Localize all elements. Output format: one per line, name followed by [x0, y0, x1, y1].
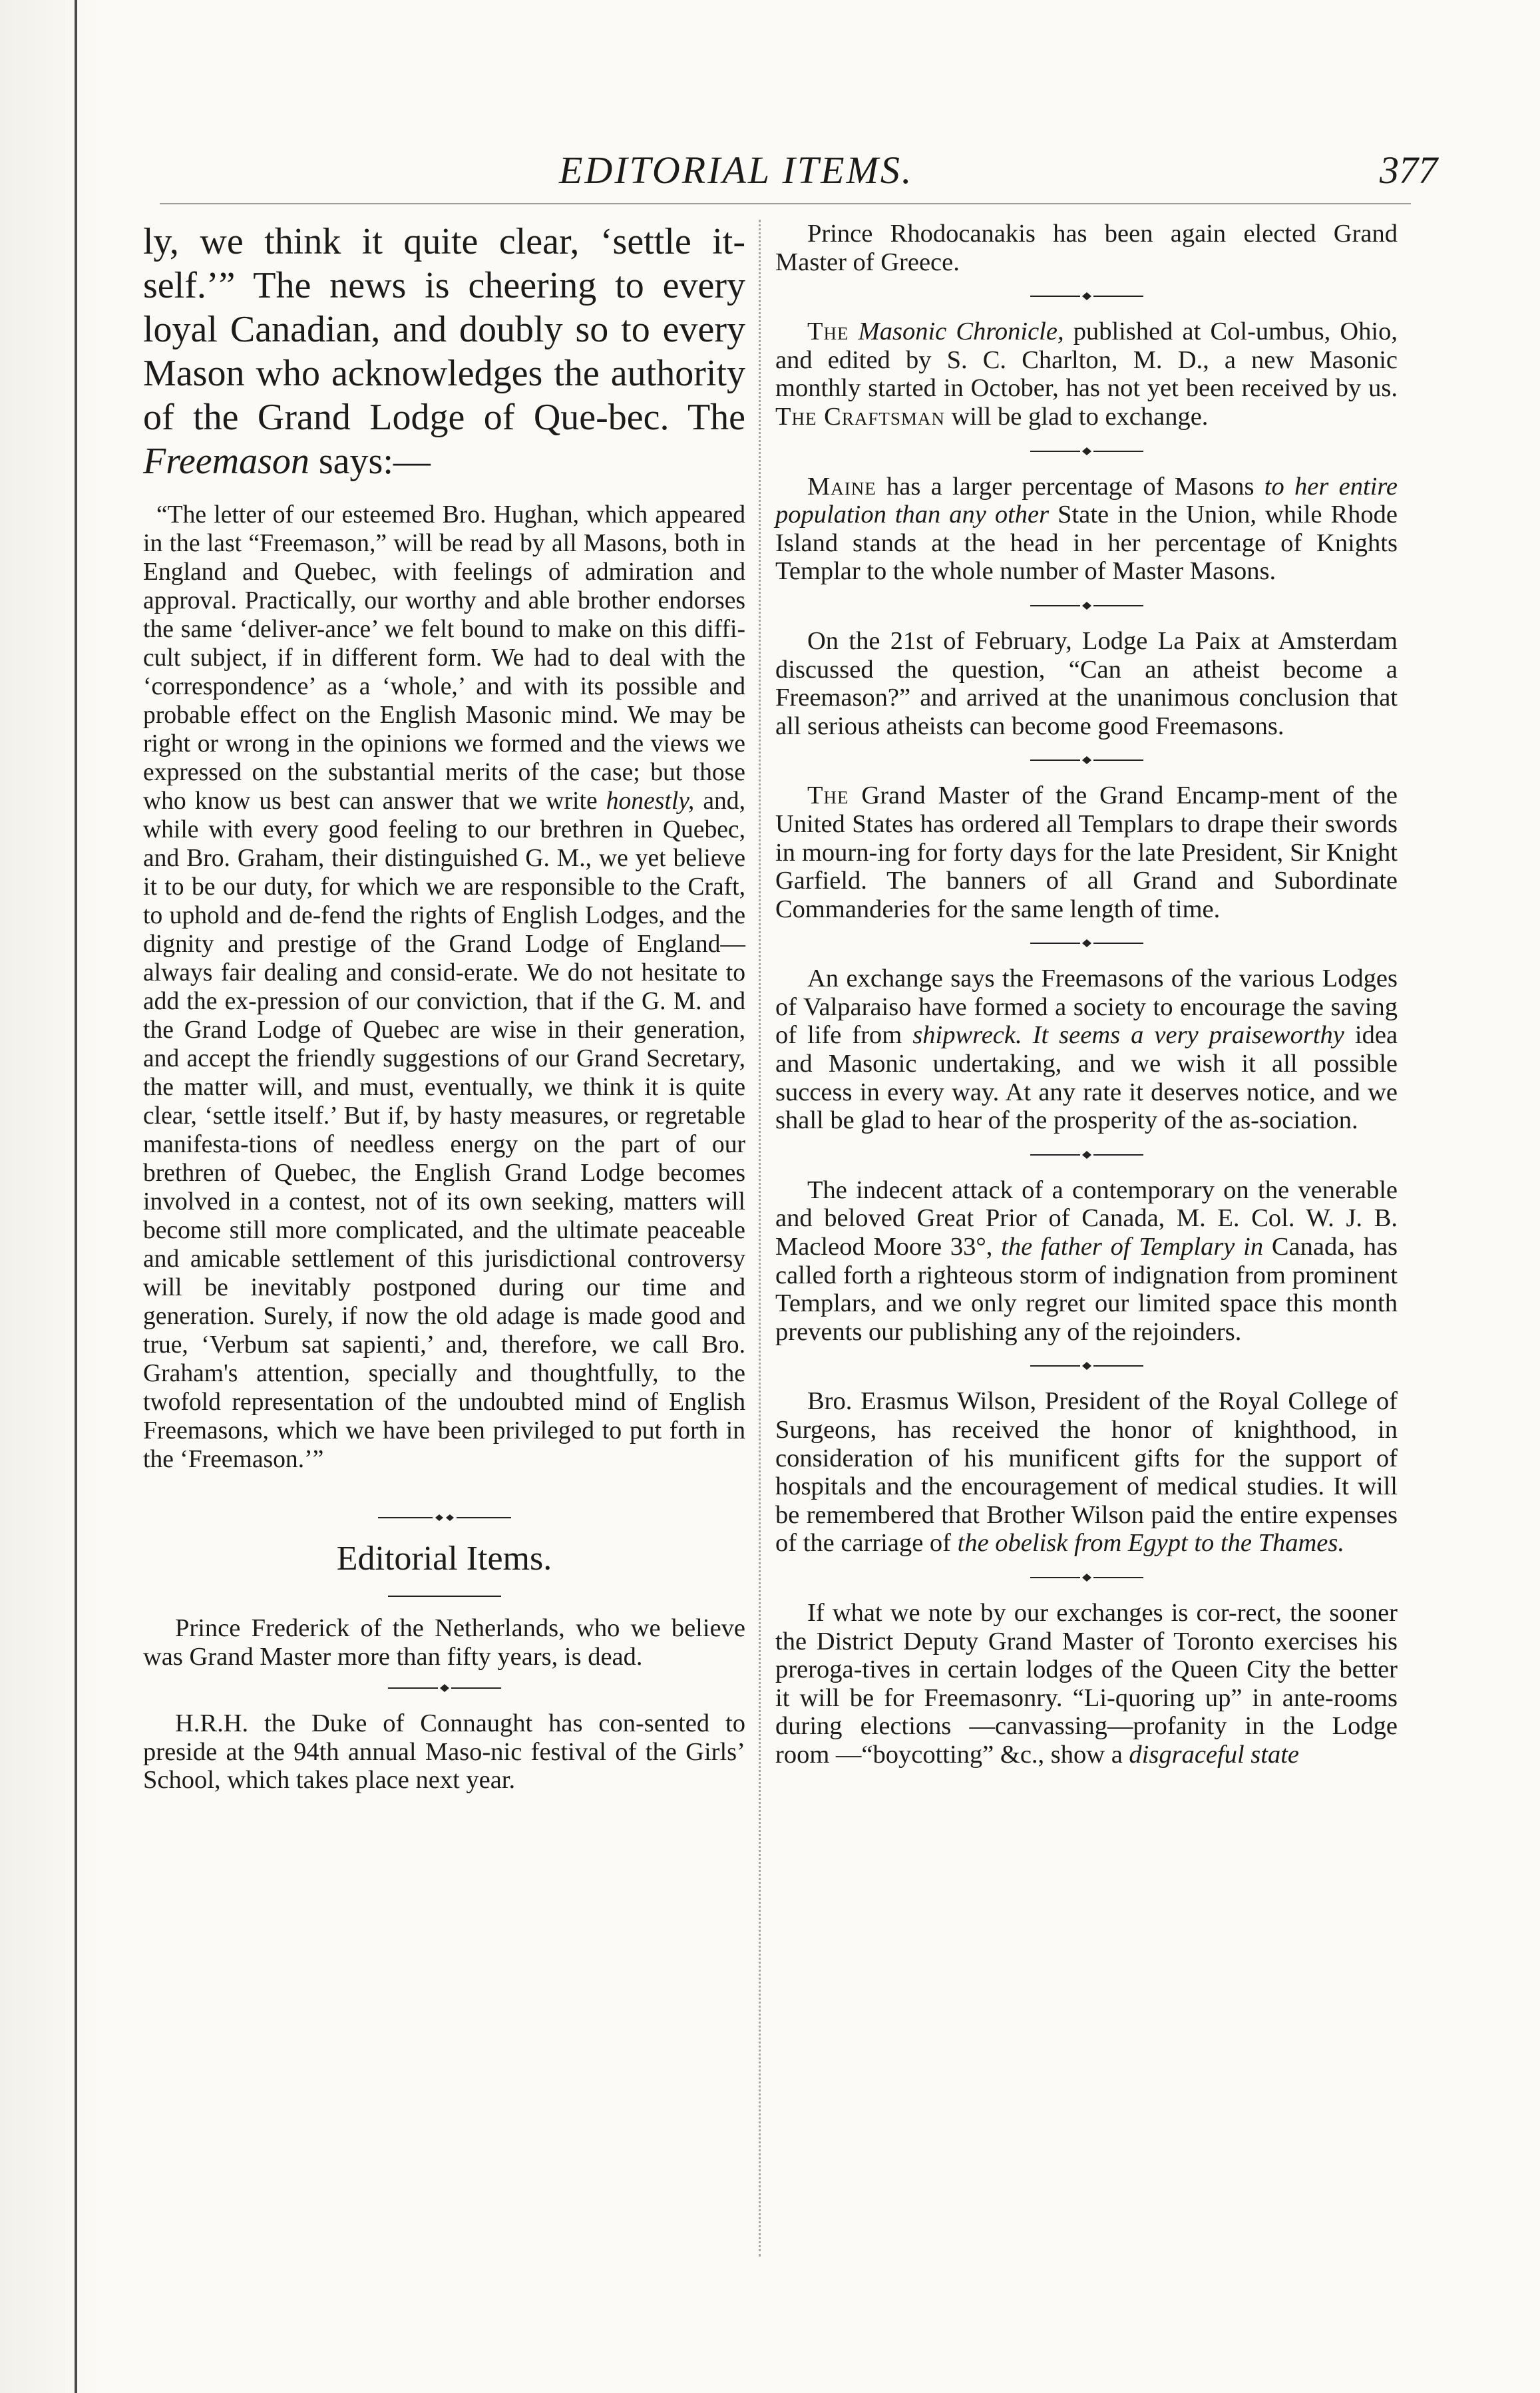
- separator-icon: [143, 1677, 745, 1700]
- lead-tail-suffix: says:—: [318, 441, 431, 482]
- separator-icon: [775, 1144, 1398, 1167]
- item-3-italic: to her entire population than any other: [775, 472, 1398, 529]
- separator-icon: [775, 1355, 1398, 1378]
- item-7-text-a: The indecent attack of a contemporary on the venerable and beloved Great Prior of Canada, M. E. Col. W. J. B. Macleod Moore 33°,: [775, 1176, 1398, 1261]
- item-rhodocanakis: Prince Rhodocanakis has been again elected Grand Master of Greece.: [775, 220, 1398, 276]
- item-5-smallcaps: The: [807, 781, 849, 810]
- separator-icon: [775, 441, 1398, 463]
- item-2-smallcaps: The: [807, 318, 849, 346]
- binding-edge: [0, 0, 100, 2393]
- item-5-text: Grand Master of the Grand Encamp-ment of the United States has ordered all Templars to drape their swords in mourn-ing for forty days for the late President, Sir Knight Garfield. The banners of all Grand and Subordinate Commanderies for the same length of time.: [775, 781, 1398, 923]
- separator-icon: [775, 750, 1398, 772]
- maine-smallcaps: Maine: [807, 472, 876, 501]
- item-3-text-a: has a larger percentage of Masons: [886, 472, 1254, 501]
- right-column: [775, 220, 1398, 1779]
- item-3-text-b: State in the Union, while Rhode Island stands at the head in her percentage of Knights Templar to the whole number of Master Masons.: [775, 501, 1398, 586]
- lead-text: ly, we think it quite clear, ‘settle it-self.’” The news is cheering to every loyal Canadian, and doubly so to every Mason who acknowledges the authority of the Grand Lodge of Que-bec.: [143, 221, 745, 438]
- item-8-text: Bro. Erasmus Wilson, President of the Royal College of Surgeons, has received the honor of knighthood, in consideration of his munificent gifts for the support of hospitals and the encouragement of medical studies. It will be remembered that Brother Wilson paid the entire expenses of the carriage of: [775, 1387, 1398, 1558]
- item-grand-encampment: [775, 781, 1398, 923]
- quote-text-1: “The letter of our esteemed Bro. Hughan, which appeared in the last “Freemason,” will be read by all Masons, both in England and Quebec, with feelings of admiration and approval. Practically, our worthy and able brother endorses the same ‘deliver-ance’ we felt bound to make on this diffi-cult subject, if in different form. We had to deal with the ‘correspondence’ as a ‘whole,’ and with its possible and probable effect on the English Masonic mind. We may be right or wrong in the opinions we formed and the views we expressed on the substantial merits of the case; but those who know us best can answer that we write: [143, 501, 745, 815]
- separator-icon: [775, 1567, 1398, 1590]
- item-7-italic: the father of Templary in: [1001, 1233, 1264, 1261]
- separator-rule: [143, 1582, 745, 1605]
- running-title: EDITORIAL ITEMS.: [559, 148, 914, 192]
- left-items: [143, 1614, 745, 1795]
- separator-icon: [775, 286, 1398, 308]
- item-9-italic: disgraceful state: [1129, 1740, 1299, 1769]
- craftsman-title: The Craftsman: [775, 402, 945, 431]
- item-8-italic: the obelisk from Egypt to the Thames.: [957, 1529, 1344, 1558]
- item-6-italic-1: shipwreck.: [912, 1021, 1022, 1050]
- left-column: [143, 220, 745, 1801]
- item-6-text-a: An exchange says the Freemasons of the various Lodges of Valparaiso have formed a society to encourage the saving of life from: [775, 965, 1398, 1050]
- item-9-text: If what we note by our exchanges is cor-rect, the sooner the District Deputy Grand Master of Toronto exercises his preroga-tives in certain lodges of the Queen City the better it will be for Freemasonry. “Li-quoring up” in ante-rooms during elections —canvassing—profanity in the Lodge room —“boycotting” &c., show a: [775, 1598, 1398, 1769]
- item-6-text-b: idea and Masonic undertaking, and we wish it all possible success in every way. At any rate it deserves notice, and we shall be glad to hear of the prosperity of the as-sociation.: [775, 1021, 1398, 1135]
- page-number: 377: [1380, 148, 1438, 192]
- item-masonic-chronicle: [775, 318, 1398, 431]
- item-valparaiso: [775, 965, 1398, 1135]
- item-toronto: [775, 1599, 1398, 1769]
- item-prince-frederick: Prince Frederick of the Netherlands, who we believe was Grand Master more than fifty years, is dead.: [143, 1614, 745, 1671]
- item-2-end: will be glad to exchange.: [951, 402, 1209, 431]
- binding-rule: [75, 0, 77, 2393]
- freemason-quote: [143, 501, 745, 1474]
- header-rule: [160, 203, 1411, 204]
- item-7-text-b: Canada, has called forth a righteous storm of indignation from prominent Templars, and we only regret our limited space this month prevents our publishing any of the rejoinders.: [775, 1233, 1398, 1346]
- separator-icon: [775, 933, 1398, 955]
- column-divider: [759, 220, 762, 2257]
- freemason-title: Freemason: [143, 441, 309, 482]
- section-heading: Editorial Items.: [336, 1540, 552, 1578]
- item-erasmus-wilson: [775, 1387, 1398, 1558]
- masonic-chronicle-title: Masonic Chronicle,: [858, 318, 1064, 346]
- lead-paragraph: [143, 220, 745, 483]
- lead-tail-prefix: The: [687, 397, 745, 438]
- item-duke-connaught: H.R.H. the Duke of Connaught has con-sented to preside at the 94th annual Maso-nic festival of the Girls’ School, which takes place next year.: [143, 1709, 745, 1795]
- quote-italic: honestly,: [606, 787, 695, 815]
- quote-text-2: and, while with every good feeling to our brethren in Quebec, and Bro. Graham, their distinguished G. M., we yet believe it to be our duty, for which we are responsible to the Craft, to uphold and de-fend the rights of English Lodges, and the dignity and prestige of the Grand Lodge of England—always fair dealing and consid-erate. We do not hesitate to add the ex-pression of our conviction, that if the G. M. and the Grand Lodge of Quebec are wise in their generation, and accept the friendly suggestions of our Grand Secretary, the matter will, and must, eventually, we think it is quite clear, ‘settle itself.’ But if, by hasty measures, or regretable manifesta-tions of needless energy on the part of our brethren of Quebec, the English Grand Lodge becomes involved in a contest, not of its own seeking, matters will become still more complicated, and the ultimate peaceable and amicable settlement of this jurisdictional controversy will be inevitably postponed during our time and generation. Surely, if now the old adage is made good and true, ‘Verbum sat sapienti,’ and, therefore, we call Bro. Graham's attention, specially and thoughtfully, to the twofold representation of the undoubted mind of English Freemasons, which we have been privileged to put forth in the ‘Freemason.’”: [143, 787, 745, 1473]
- item-lodge-la-paix: On the 21st of February, Lodge La Paix at Amsterdam discussed the question, “Can an atheist become a Freemason?” and arrived at the unanimous conclusion that all serious atheists can become good Freemasons.: [775, 626, 1398, 740]
- item-macleod-moore: [775, 1176, 1398, 1347]
- separator-icon: [775, 595, 1398, 618]
- page-header: [106, 148, 1438, 201]
- double-separator-icon: [143, 1507, 745, 1530]
- item-2-text: published at Col-umbus, Ohio, and edited by S. C. Charlton, M. D., a new Masonic monthly started in October, has not yet been received by us.: [775, 318, 1398, 403]
- item-6-italic-2: It seems a very praiseworthy: [1032, 1021, 1344, 1050]
- item-maine: [775, 473, 1398, 586]
